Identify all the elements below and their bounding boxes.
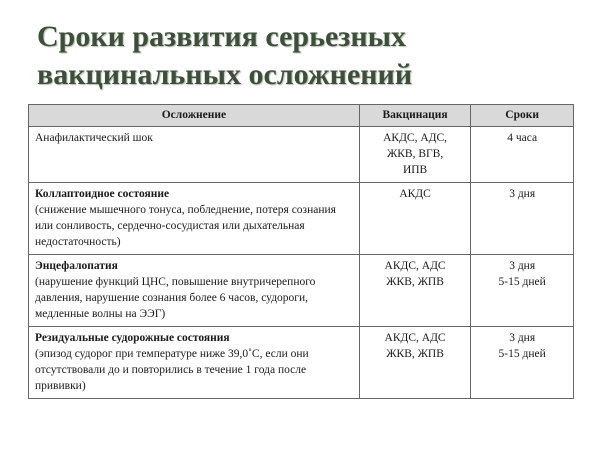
table-row (29, 127, 574, 183)
table-row (29, 255, 574, 327)
complication-name: Энцефалопатия (35, 260, 118, 272)
complication-name: Резидуальные судорожные состояния (35, 332, 230, 344)
complication-name: Анафилактический шок (35, 132, 153, 144)
title-line-1: Сроки развития серьезных (37, 20, 407, 53)
vaccination-cell (359, 327, 470, 399)
terms-cell (471, 127, 574, 183)
table-row (29, 327, 574, 399)
complications-table (28, 104, 574, 399)
vaccine-line: АКДС, АДС (384, 332, 446, 344)
header-complication: Осложнение (29, 105, 360, 127)
table-header-row (29, 105, 574, 127)
terms-cell (471, 183, 574, 255)
table-row (29, 183, 574, 255)
vaccine-line: АКДС, АДС, (383, 132, 448, 144)
vaccination-cell (359, 127, 470, 183)
title-line-2: вакцинальных осложнений (37, 58, 413, 91)
complication-cell (29, 183, 360, 255)
complication-note: (снижение мышечного тонуса, побледнение, потеря сознания или сонливость, сердечно-сосудистая или дыхательная недостаточность) (35, 204, 336, 248)
vaccine-line: ИПВ (402, 164, 428, 176)
term-line: 3 дня (509, 332, 536, 344)
vaccination-cell (359, 255, 470, 327)
complication-note: (эпизод судорог при температуре ниже 39,0˚С, если они отсутствовали до и повторились в течение 1 года после прививки) (35, 348, 309, 392)
complication-cell (29, 255, 360, 327)
terms-cell (471, 327, 574, 399)
vaccine-line: АКДС, АДС (384, 260, 446, 272)
vaccine-line: ЖКВ, ЖПВ (386, 276, 444, 288)
term-line: 5-15 дней (498, 348, 546, 360)
complication-cell (29, 127, 360, 183)
terms-cell (471, 255, 574, 327)
term-line: 4 часа (507, 132, 538, 144)
term-line: 5-15 дней (498, 276, 546, 288)
complication-note: (нарушение функций ЦНС, повышение внутричерепного давления, нарушение сознания более 6 часов, судороги, медленные волны на ЭЭГ) (35, 276, 316, 320)
vaccine-line: ЖКВ, ВГВ, (386, 148, 444, 160)
vaccination-cell (359, 183, 470, 255)
header-terms: Сроки (471, 105, 574, 127)
term-line: 3 дня (509, 260, 536, 272)
vaccine-line: АКДС (399, 188, 431, 200)
term-line: 3 дня (509, 188, 536, 200)
complication-name: Коллаптоидное состояние (35, 188, 170, 200)
page-title (37, 18, 577, 94)
complication-cell (29, 327, 360, 399)
vaccine-line: ЖКВ, ЖПВ (386, 348, 444, 360)
header-vaccination: Вакцинация (359, 105, 470, 127)
